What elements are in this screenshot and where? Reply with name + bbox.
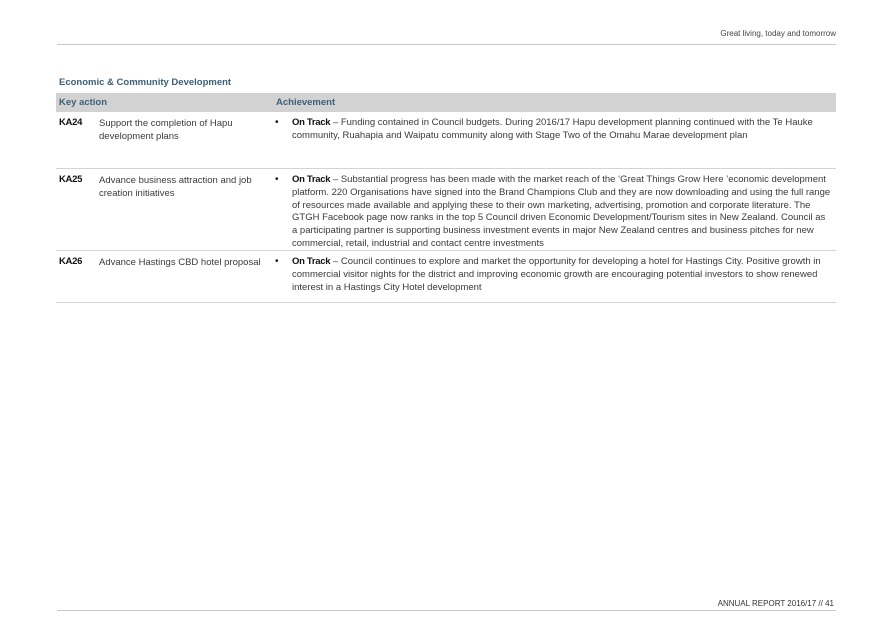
key-action-code: KA25 bbox=[59, 174, 83, 185]
bullet-icon: • bbox=[275, 117, 279, 128]
footer-divider bbox=[57, 610, 836, 611]
key-action-description: Advance business attraction and job creation initiatives bbox=[99, 175, 252, 199]
bullet-icon: • bbox=[275, 256, 279, 267]
status-label: On Track bbox=[292, 174, 331, 185]
column-header-achievement: Achievement bbox=[276, 97, 336, 108]
table-header-row bbox=[56, 93, 836, 112]
key-actions-table bbox=[56, 93, 836, 303]
achievement-text bbox=[292, 251, 836, 302]
bullet-icon: • bbox=[275, 174, 279, 185]
achievement-detail: – Substantial progress has been made with the market reach of the ‘Great Things Grow Here ’economic development platform. 220 Organisations have signed into the Brand Champions Club and they are now downloading and using the full range of resources made available and applying these to their own marketing, advertising, promotion and corporate literature. The GTGH Facebook page now ranks in the top 5 Council driven Economic Development/Tourism sites in New Zealand. Council as a participating partner is supporting business investment events in major New Zealand centres and business pitches for new commercial, retail, industrial and contact centre investments bbox=[292, 174, 831, 249]
key-action-code: KA24 bbox=[59, 117, 83, 128]
header-tagline: Great living, today and tomorrow bbox=[720, 29, 836, 38]
table-row bbox=[56, 251, 836, 303]
achievement-detail: – Council continues to explore and market the opportunity for developing a hotel for Hastings City. Positive growth in commercial visitor nights for the district and improving economic growth are encouraging potential investors to show renewed interest in a Hastings City Hotel development bbox=[292, 256, 821, 293]
achievement-text bbox=[292, 169, 836, 250]
header-divider bbox=[57, 44, 836, 45]
key-action-description: Support the completion of Hapu development plans bbox=[99, 118, 233, 142]
column-header-key-action: Key action bbox=[59, 97, 108, 108]
achievement-detail: – Funding contained in Council budgets. During 2016/17 Hapu development planning continued with the Te Hauke community, Ruahapia and Waipatu community along with Stage Two of the Omahu Marae development plan bbox=[292, 117, 813, 141]
achievement-text bbox=[292, 112, 836, 168]
key-action-code: KA26 bbox=[59, 256, 83, 267]
section-title: Economic & Community Development bbox=[59, 77, 232, 88]
table-row bbox=[56, 112, 836, 169]
footer-page-label: ANNUAL REPORT 2016/17 // 41 bbox=[717, 599, 834, 608]
status-label: On Track bbox=[292, 117, 331, 128]
status-label: On Track bbox=[292, 256, 331, 267]
table-row bbox=[56, 169, 836, 251]
key-action-description: Advance Hastings CBD hotel proposal bbox=[99, 257, 261, 268]
